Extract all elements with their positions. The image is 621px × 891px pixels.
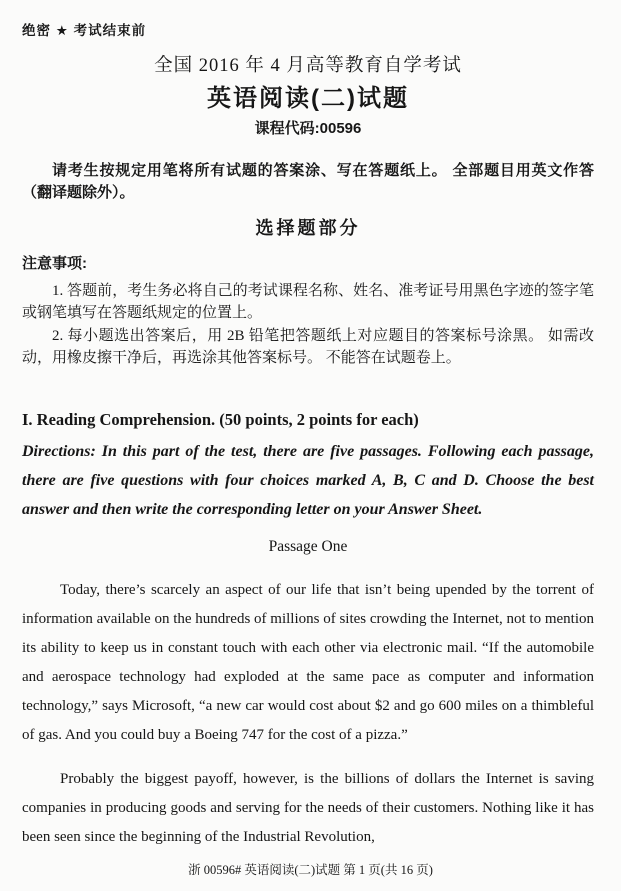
note-item-2: 2. 每小题选出答案后，用 2B 铅笔把答题纸上对应题目的答案标号涂黑。 如需改动，用橡皮擦干净后，再选涂其他答案标号。 不能答在试题卷上。 [22, 328, 594, 366]
paper-title: 英语阅读(二)试题 [207, 85, 409, 112]
reading-directions: Directions: In this part of the test, there are five passages. Following each passage, there are five questions with four choices marked A, B, C and D. Choose the best answer and then write the corresponding letter on your Answer Sheet. [22, 443, 594, 518]
section-header-multiple-choice: 选择题部分 [255, 218, 361, 238]
passage-paragraph-2: Probably the biggest payoff, however, is the billions of dollars the Internet is saving companies in producing goods and serving for the needs of their customers. Nothing like it has been seen since the beginning of the Industrial Revolution, [22, 771, 594, 845]
security-classification: 绝密 ★ 考试结束前 [22, 23, 147, 38]
page-footer: 浙 00596# 英语阅读(二)试题 第 1 页(共 16 页) [188, 863, 433, 877]
reading-comprehension-heading: I. Reading Comprehension. (50 points, 2 points for each) [22, 410, 419, 429]
passage-one-title: Passage One [268, 538, 348, 555]
answer-instruction: 请考生按规定用笔将所有试题的答案涂、写在答题纸上。 全部题目用英文作答（翻译题除外）。 [22, 162, 594, 201]
exam-title: 全国 2016 年 4 月高等教育自学考试 [154, 56, 462, 76]
passage-paragraph-1: Today, there’s scarcely an aspect of our life that isn’t being upended by the torrent of information available on the hundreds of millions of sites crowding the Internet, not to mention its ability to keep us in constant touch with each other via electronic mail. “If the automobile and aerospace technology had exploded at the same pace as computer and information technology,” says Microsoft, “a new car would cost about $2 and go 600 miles on a thimbleful of gas. And you could buy a Boeing 747 for the cost of a pizza.” [22, 582, 594, 743]
notes-title: 注意事项: [22, 255, 87, 272]
course-code: 课程代码:00596 [254, 120, 362, 137]
note-item-1: 1. 答题前，考生务必将自己的考试课程名称、姓名、准考证号用黑色字迹的签字笔或钢笔填写在答题纸规定的位置上。 [22, 283, 594, 321]
